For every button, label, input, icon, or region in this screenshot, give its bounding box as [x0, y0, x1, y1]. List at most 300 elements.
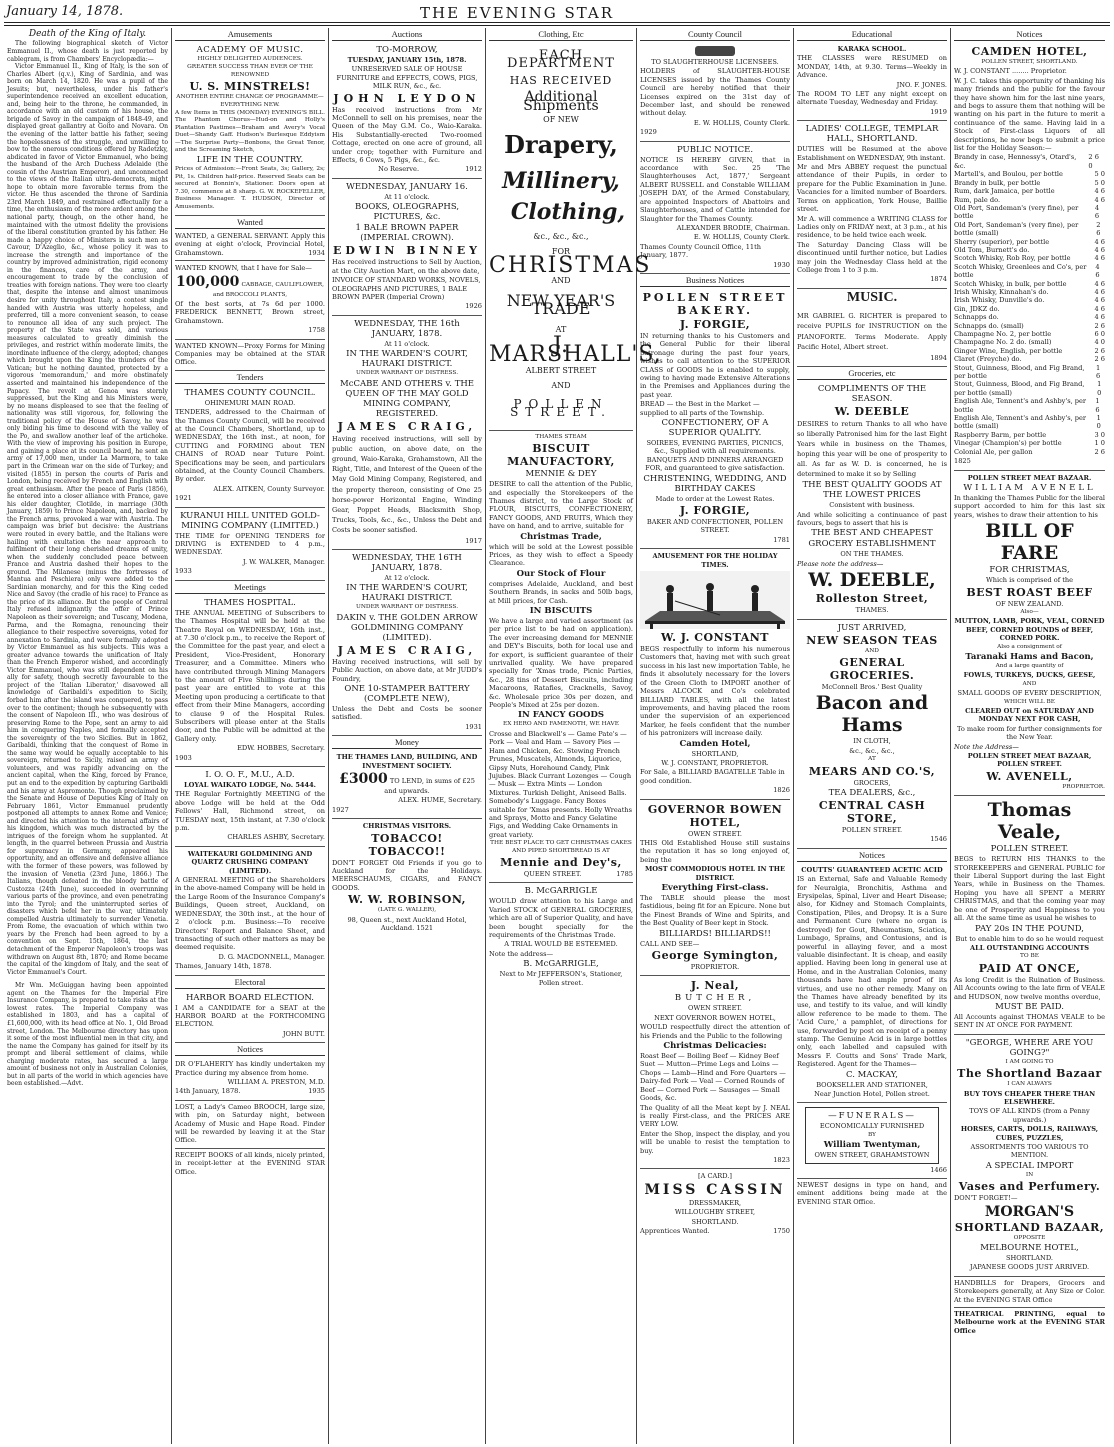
price-item: Champagne No. 2 do. (small) — [954, 338, 1052, 347]
ad-line: IN — [1025, 1171, 1034, 1178]
price-row — [954, 170, 1105, 178]
ad-line: FOWLS, TURKEYS, DUCKS, GEESE, — [963, 671, 1096, 680]
ad-line: IN THE WARDEN'S COURT, HAURAKI DISTRICT. — [346, 349, 468, 370]
ad-number: 1874 — [930, 275, 947, 284]
price-item: Scotch Whisky, in bulk, per bottle — [954, 279, 1067, 288]
price-item: Martell's, and Boulou, per bottle — [954, 170, 1063, 179]
ad-headline: WILLIAM AVENELL — [963, 482, 1096, 493]
ad-number: 1521 — [416, 924, 434, 933]
ad-number: 1758 — [308, 326, 325, 335]
ad-body: BEGS to RETURN HIS THANKS to the STOREKEEPERS and GENERAL PUBLIC for their Liberal Support during the last Eight Years, while in Business on the Thames. Hoping you have all SPENT a MERRY CHRISTMAS, and that the coming year may be one of Prosperity and Happiness to you all. At the same time as usual he wishes to — [954, 855, 1105, 923]
ad-line: SHORTLAND, — [691, 749, 739, 758]
ad-number: 1931 — [465, 722, 482, 731]
price-value: 4 6 — [1094, 304, 1105, 313]
ad-line: CHRISTMAS VISITORS. — [362, 822, 452, 831]
section-head-auctions: Auctions — [332, 29, 482, 41]
ad-line: OWEN STREET. — [688, 829, 742, 838]
price-value: 2 6 0 — [1088, 153, 1099, 170]
ad-line: LIFE IN THE COUNTRY. — [196, 155, 304, 166]
price-row — [954, 305, 1105, 313]
ad-line: 98, Queen st., next Auckland Hotel, Auckland. — [347, 915, 467, 933]
ad-number: 1917 — [465, 536, 482, 545]
ad-line: THAMES. — [855, 606, 889, 615]
price-row — [954, 414, 1105, 431]
ad-line: 14th January, 1878. — [175, 1087, 241, 1096]
ad-number: 1826 — [773, 786, 790, 795]
price-item: Old Tom, Burnett's do. — [954, 245, 1030, 254]
price-row — [954, 238, 1105, 246]
price-value: 2 6 — [1094, 447, 1105, 456]
ad-headline: BILL OF FARE — [985, 520, 1074, 565]
ad-receipt-books — [175, 1149, 325, 1179]
ad-body: THIS Old Established House still sustains the reputation it has so long enjoyed of, being the — [640, 838, 790, 864]
ad-headline: BISCUIT MANUFACTORY, — [507, 442, 615, 469]
ad-line: BUY TOYS CHEAPER THERE THAN ELSEWHERE. — [963, 1089, 1096, 1106]
ad-number: 1919 — [930, 107, 947, 116]
ad-line: THE BEST PLACE TO GET CHRISTMAS CAKES AND PIPED SHORTBREAD IS AT — [490, 840, 632, 854]
ad-headline: GENERAL GROCERIES. — [829, 656, 915, 682]
section-head-business-notices: Business Notices — [640, 275, 790, 287]
ad-line: Near Junction Hotel, Pollen street. — [814, 1090, 930, 1098]
ad-line: Which is comprised of the — [985, 576, 1074, 585]
ad-body: NOTICE IS HEREBY GIVEN, that in accordance with Sec. 25 'The Slaughterhouses Act, 1877,' Sergeant ALBERT RUSSELL and Constable WILLIAM JOSEPH DAY, of the Armed Constabulary, are appointed Inspectors of Abattoirs and Slaughterhouses, and of Cattle intended for Slaughter for the Thames County. — [640, 155, 790, 223]
ad-signature: ALEX. HUME, Secretary. — [398, 796, 482, 805]
ad-headline: THAMES COUNTY COUNCIL. — [184, 387, 316, 398]
price-row — [954, 448, 1105, 456]
ad-line: At 12 o'clock. — [384, 573, 430, 582]
section-head-county-council: County Council — [640, 29, 790, 41]
ad-line: AND — [551, 275, 571, 285]
ad-body: For Sale, a BILLIARD BAGATELLE Table in good condition. — [640, 768, 785, 785]
ad-line: PROPRIETOR. — [1062, 783, 1105, 790]
ad-headline: B. McGARRIGLE — [524, 886, 598, 897]
price-row — [954, 397, 1105, 414]
ad-waitekauri-meeting — [175, 847, 325, 976]
ad-mcgarrigle — [489, 883, 633, 991]
ad-karaka-school — [797, 42, 947, 121]
ad-line: Christmas Trade, — [520, 531, 602, 542]
column-educational — [794, 28, 951, 1444]
ad-body: Roast Beef — Boiling Beef — Kidney Beef Suet — Mutton—Prime Legs and Loins — Chops — Lamb—Hind and Fore Quarters — Dairy-fed Pork — Veal — Corned Rounds of Beef — Corned Pork — Sausages — Small Goods, &c. — [640, 1052, 786, 1103]
ad-body: THEATRICAL PRINTING, equal to Melbourne work at the EVENING STAR Office — [954, 1310, 1105, 1335]
ad-line: AT — [555, 324, 567, 334]
ad-body: WANTED KNOWN, that I have for Sale— — [175, 264, 312, 273]
ad-newest-designs — [797, 1179, 947, 1209]
ad-line: UNDER WARRANT OF DISTRESS. — [355, 604, 459, 611]
ad-headline: J. FORGIE, — [679, 504, 751, 518]
ad-line: OHINEMURI MAIN ROAD. — [204, 398, 296, 407]
ad-headline: Bacon and Hams — [815, 692, 929, 737]
section-head-music: MUSIC. — [846, 289, 898, 305]
ad-line: &c., &c., &c., — [533, 232, 589, 242]
price-value: 5 0 — [1094, 178, 1105, 187]
ad-line: ACADEMY OF MUSIC. — [196, 45, 304, 55]
ad-line: At 11 o'clock. — [384, 339, 430, 348]
ad-line: OPPOSITE — [1013, 1234, 1046, 1241]
ad-headline: W. DEEBLE — [834, 405, 910, 419]
ad-line: CABBAGE, CAULIFLOWER, and BROCCOLI PLANTS, — [212, 281, 324, 298]
ad-headline: GOVERNOR BOWEN HOTEL, — [647, 802, 783, 829]
ad-headline: I. O. O. F., M.U., A.D. — [205, 770, 295, 780]
ad-line: McConnell Bros.' Best Quality — [821, 683, 923, 691]
masthead-rule — [4, 22, 1110, 26]
ad-line: IN BISCUITS — [529, 606, 593, 616]
ad-craig-auction-2 — [332, 550, 482, 736]
price-value: 2 6 — [1096, 220, 1101, 238]
ad-body: We have a large and varied assortment (as per price list to be had on application). The ever increasing demand for MENNIE and DEY's Biscuits, both for local use and for export, is sufficient guarantee of their unrivalled quality. We have prepared specially for 'Xmas trade, Picnic Parties, &c., 28 tins of Dessert Biscuits, including Macaroons, Ratafies, Cracknells, Savoy, &c. Wholesale price 30s per dozen, and People's Mixed at 25s per dozen. — [489, 617, 633, 710]
ad-line: A TRIAL WOULD BE ESTEEMED. — [504, 940, 618, 949]
ad-line: IN FANCY GOODS — [518, 710, 604, 721]
ad-headline: JOHN LEYDON — [333, 91, 481, 105]
ad-line: POLLEN STREET. — [841, 826, 903, 835]
ad-line: McCABE AND OTHERS v. THE QUEEN OF THE MAY GOLD MINING COMPANY, REGISTERED. — [339, 378, 475, 419]
ad-line: JAPANESE GOODS JUST ARRIVED. — [969, 1263, 1090, 1272]
price-row — [954, 196, 1105, 204]
price-row — [954, 263, 1105, 280]
ad-body: Having received instructions, will sell by public auction, on above date, on the ground, Waio-Karaka, Grahamstown, All the Right, Title, and Interest of the Queen of the May Gold Mining Company, Registered, and the property thereon, consisting of One 25 horse-power Horizontal Engine, Winding Gear, Poppet Heads, Blacksmith Shop, Trucks, Tools, &c., &c., Unless the Debt and Costs be sooner satisfied. — [332, 434, 482, 535]
ad-number: 1933 — [175, 567, 192, 576]
ad-line: MUST BE PAID. — [995, 1001, 1064, 1012]
ad-headline: The Shortland Bazaar — [957, 1067, 1102, 1081]
ad-body: The Quality of all the Meat kept by J. NEAL is really First-class, and the PRICES ARE VERY LOW. — [640, 1103, 790, 1129]
ad-line: "GEORGE, WHERE ARE YOU GOING?" — [965, 1037, 1094, 1058]
ad-body: which will be sold at the Lowest possible Prices, as they wish to effect a Speedy Clearance. — [489, 542, 633, 568]
price-item: Irish Whisky, Kinnahan's do. — [954, 287, 1049, 296]
ad-body: All Accounts against THOMAS VEALE to be SENT IN AT ONCE FOR PAYMENT. — [954, 1012, 1105, 1030]
article-paragraph: Victor Emmanuel II., King of Italy, is the son of Charles Albert (q.v.), King of Sardinia, and was born on March 14, 1820. He was a pupil of the Jesuits; but, nevertheless, under his father's superintendence received an excellent education, and, being heir to the throne, he commanded, in accordance with an old custom of his house, the brigade of Savoy in the campaign of 1848-49, and displayed great gallantry at Goito and Novara. On the evening of the latter battle his father, seeing the hopelessness of the struggle, and unwilling to bow to the onerous conditions offered by Radetzky, abdicated in favor of Victor Emmanuel, who being the husband of the Arch Duchess Adelaide (the cousin of the Austrian Emperor), and unconnected to the views of the Italian ultra-democrats, might hope to obtain more favorable terms from the victor. He thus ascended the throne of Sardinia 23rd March 1849, and restrained effectually for a time, the enthusiasm of the more ardent among the national party, though, on the other hand, he maintained with the utmost fidelity the provisions of the liberal constitution granted by his father. He made a happy choice of Ministers in such men as Cavour, D'Azeglio, &c., whose policy it was to increase the strength and importance of the country by improved administration, rigid economy in the finances, care of the army, and encouragement to trade by the conclusion of treaties with foreign nations. They were too clearly that, despite the intense and almost unanimous desire for unity throughout Italy, a contest single handed with Austria was utterly hopeless, and preferred, till a more convenient season, to cease to renounce all idea of any such project. The property of the State was sold, and various measures calculated to greatly diminish the privileges, and restrict within moderate limits, the inordinate influence of the clergy, adopted; changes which brought upon the King the thunders of the Vatican; but he nothing daunted, protected by a vigorous 'memorandum,' and more obstinately asserted and maintained his independence of the Papacy. The revolt at Genoa was sternly suppressed, but the King and his Ministers were, by no means displeased to see that the feeling of nationality was still vigorous, for, following the traditional policy of the House of Savoy, he was only biding his time to descend with the valley of the Po, and swallow another leaf of the artichoke. With the view of improving his position in Europe, and gaining a place at its council board, he sent an army of 17,000 men, under La Marmora, to take part in the Crimean war on the side of Turkey; and visited (1855) in person the courts of Paris and London, being received by French and English with great enthusiasm. After the peace of Paris (1856), he entered into a closer alliance with France, gave his elder daughter, Clotilde, in marriage (30th January, 1859) to Prince Napoleon, and, backed by the French arms, provoked a war with Austria. The campaign was brief but decisive: the Austrians were routed in every battle, and the Italians were hailing with exultation the near approach to fulfilment of their long cherished dreams of unity, when the suddenly concluded peace between France and Austria dashed their hopes to the ground. The Milanese (minus the fortresses of Mantua and Peschiera) only were added to the Sardinian monarchy, and for this the King ceded Nice and Savoy (the cradle of his race) to France as the price of its alliance. But the people of Central Italy refused indignantly the offer of Prince Napoleon as their sovereign; and Tuscany, Modena, Parma, and the Romagna, renouncing their allegiance to their respective sovereigns, voted for annexation to Sardinia, and were formally adopted by Victor Emmanuel as his subjects. This was a greater advance towards the unification of Italy than the French Emperor wished, and accordingly Victor Emmanuel, who was still dependent on his ally for safety, though secretly favourable to the project of the 'Italian Liberator,' disavowed all knowledge of Garibaldi's expedition to Sicily, forbad him after the island was conquered, to pass over to the continent; though he subsequently with the consent of Napoleon III., who was desirous of preserving Rome to the Pope, sent an army to aid him in conquering Naples, and formally accepted the sovereignty of the two Sicilies. But in 1862, Garibaldi, thinking that the conquest of Rome in the same way would be equally acceptable to his sovereign, returned to Sicily, raised an army of volunteers, and was rapidly advancing on the ancient capital, when the King, forced by France, put an end to the expedition by capturing Garibaldi and his army at Aspromonte. Though proclaimed by the Senate and House of Deputies King of Italy on February 1861, Victor Emmanuel prudently postponed all attempts to annex Rome and Venice; and directed his attention to the internal affairs of his kingdom, which was much distracted by the intrigues of the foreign whom he supplanted. At length, in the quarrel between Prussia and Austria for supremacy in Germany, appeared his opportunity, and an offensive and defensive alliance with the former of these powers, was followed by the invasion of Venetia (23rd June, 1866.) The Italians, though defeated in the bloody battle of Custozza (24th June), succeeded in overrunning various parts of the province, and even penetrating into the Tyrol; and the uninterrupted series of disasters which befel her in the war, ultimately compelled Austria ultimately to surrender Venetia. From Rome, the evacuation of which within two years by the French had been agreed to by a convention on Sept. 15th, 1864, the last detachment of the Emperor Napoleon's troops was withdrawn on August 8th, 1870; and Rome became the capital of the kingdom of Italy, and the seat of Victor Emmanuel's Court. — [7, 63, 168, 976]
ad-headline: GROCERY ESTABLISHMENT — [808, 539, 936, 550]
ad-headline: J. MARSHALL'S, — [489, 333, 662, 367]
ad-headline: J. FORGIE, — [679, 317, 751, 331]
ad-line: OWEN STREET, GRAHAMSTOWN — [814, 1151, 930, 1160]
ad-number: 1935 — [308, 1087, 325, 1096]
ad-headline: £3000 — [339, 771, 388, 788]
price-row — [954, 313, 1105, 321]
ad-body: And while soliciting a continuance of past favours, begs to assert that his is — [797, 510, 947, 527]
ad-body: THE Regular Fortnightly MEETING of the above Lodge will be held at the Odd Fellows' Hall, Richmond street, on TUESDAY next, 15th instant, at 7.30 o'clock p.m. — [175, 790, 325, 833]
ad-line: A SPECIAL IMPORT — [985, 1160, 1074, 1171]
section-head-meetings: Meetings — [175, 582, 325, 594]
ad-number: 1781 — [773, 535, 790, 544]
section-head-notices-2: Notices — [797, 850, 947, 862]
ad-headline: MISS CASSIN — [644, 1181, 786, 1198]
price-item: Stout, Guinness, Blood, and Fig Brand, per bottle (small) — [954, 380, 1085, 397]
price-value: 4 0 — [1094, 338, 1105, 347]
ad-line: To make room for further consignments for the New Year. — [956, 724, 1103, 742]
price-item: Old Port, Sandeman's (very fine), per bottle — [954, 203, 1079, 221]
column-county-council — [637, 28, 794, 1444]
ad-line: EX HERO AND FAMENOTH, WE HAVE — [503, 721, 619, 728]
price-item: Ginger Wine, English, per bottle — [954, 346, 1063, 355]
article-paragraph: Mr Wm. McGuiggan having been appointed agent on the Thames for the Imperial Fire Insurance Company, is prepared to take risks at the lowest rates. The Imperial Company was established in 1803, and has a capital of £1,600,000, with its head office at No. 1, Old Broad street, London. The Melbourne directory has upon it some of the most influential men in that city, and the name the Company has gained for itself by its prompt and liberal settlement of claims, while charging moderate rates, has secured a large amount of business not only in Australian Colonies, but in all parts of the world in which agencies have been established.—Advt. — [7, 982, 168, 1088]
ad-body: DR O'FLAHERTY has kindly undertaken my Practice during my absence from home. — [175, 1060, 325, 1077]
ad-line: Thames County Council Office, 11th January, 1877. — [640, 242, 761, 260]
ad-headline: George Symington, — [651, 949, 779, 963]
price-item: Gin, JDKZ do. — [954, 304, 1000, 313]
ad-number: 1823 — [773, 1155, 790, 1164]
billiard-table-illustration — [640, 571, 790, 629]
ad-headline: Mennie and Dey's, — [500, 855, 622, 869]
ad-line: Also a consignment of — [997, 643, 1062, 650]
ad-body: Has received instructions to Sell by Auction, at the City Auction Mart, on the above date, — [332, 258, 482, 275]
price-value: 4 6 — [1094, 195, 1105, 204]
ad-music-richter — [797, 308, 947, 367]
ad-line: PROPRIETOR. — [690, 963, 740, 972]
ad-thomas-veale — [954, 796, 1105, 1035]
price-item: Rum, pale do. — [954, 195, 1001, 204]
ad-signature: ALEXANDER BRODIE, Chairman. — [676, 223, 790, 232]
price-value: 1 0 — [1094, 439, 1105, 448]
ad-line: W. J. CONSTANT ........ Proprietor. — [954, 67, 1067, 76]
ad-kuranui-tender — [175, 508, 325, 581]
ad-headline: Millinery, — [502, 168, 620, 195]
price-row — [954, 280, 1105, 288]
price-item: Claret (Freyche) do. — [954, 355, 1022, 364]
ad-camden-hotel — [954, 42, 1105, 471]
ad-line: POLLEN STREET MEAT BAZAAR, POLLEN STREET. — [967, 752, 1092, 769]
ad-headline: C. MACKAY, — [846, 1069, 898, 1080]
ad-headline: LADIES' COLLEGE, TEMPLAR HALL, SHORTLAND. — [805, 124, 939, 145]
price-row — [954, 380, 1105, 397]
ad-line: ALBERT STREET — [525, 366, 597, 376]
ad-line: SHORTLAND. — [1006, 1254, 1053, 1263]
ad-line: TOYS OF ALL KINDS (from a Penny upwards.) — [969, 1107, 1090, 1124]
ad-body: INVOICE OF STANDARD WORKS, NOVELS, OLEOGRAPHS AND PICTURES, 1 BALE BROWN PAPER (Imperial Crown) — [332, 276, 481, 301]
ad-headline: W. DEEBLE, — [808, 569, 936, 592]
ad-line: Camden Hotel, — [679, 738, 751, 749]
ad-line: BOOKSELLER AND STATIONER, — [816, 1080, 928, 1089]
ad-body: BEGS respectfully to inform his numerous Customers that, having met with such great success in his last new importation Table, he finds it absolutely necessary for the lovers of the Green Cloth to IMPORT another of Messrs ALCOCK and Co's celebrated BILLIARD TABLES, with all the latest improvements, and having placed the room under the supervision of an experienced Marker, he feels confident that the number of his patronizers will increase daily. — [640, 645, 790, 738]
ad-line: ANOTHER ENTIRE CHANGE OF PROGRAMME—EVERYTHING NEW. — [176, 94, 324, 108]
issue-date: January 14, 1878. — [6, 4, 124, 19]
ad-wanted-plants — [175, 261, 325, 339]
price-row — [954, 288, 1105, 296]
price-row — [954, 179, 1105, 187]
ad-line: MELBOURNE HOTEL, — [980, 1243, 1079, 1254]
ad-line: Additional Shipments — [523, 89, 599, 114]
column-amusements — [172, 28, 329, 1444]
ad-line: TEA DEALERS, &c., — [828, 788, 916, 799]
ad-body: DUTIES will be Resumed at the above Establishment on WEDNESDAY, 9th instant. — [797, 145, 947, 162]
ad-line: OF NEW ZEALAND. — [995, 599, 1064, 608]
ad-headline: Rolleston Street, — [815, 592, 929, 606]
ad-number: 1921 — [175, 494, 192, 503]
section-head-clothing: Clothing, Etc — [489, 29, 633, 41]
price-value: 2 6 — [1094, 346, 1105, 355]
ad-line: HORSES, CARTS, DOLLS, RAILWAYS, CUBES, PUZZLES, — [960, 1125, 1099, 1142]
price-row — [954, 364, 1105, 381]
ad-number: 1785 — [616, 869, 633, 878]
price-item: English Ale, Tennent's and Ashby's, per bottle (small) — [954, 414, 1087, 431]
ad-number: 1546 — [930, 835, 947, 844]
section-head-money: Money — [332, 737, 482, 749]
price-item: Scotch Whisky, Rob Roy, per bottle — [954, 254, 1071, 263]
ad-craig-auction-1 — [332, 316, 482, 550]
ad-body: As long Credit is the Ruination of Business. All Accounts owing to the late firm of VEALE and HUDSON, now twelve months overdue, — [954, 975, 1105, 1001]
price-value: 4 6 — [1095, 262, 1100, 280]
ad-line: [A CARD.] — [698, 1172, 732, 1181]
ad-signature: EDW. HOBBES, Secretary. — [237, 744, 325, 753]
price-row — [954, 347, 1105, 355]
ad-headline: CENTRAL CASH STORE, — [818, 799, 926, 826]
liquor-price-list — [954, 153, 1105, 456]
ad-line: I CAN ALWAYS — [1007, 1081, 1052, 1088]
ad-body: IN returning thanks to his Customers and the General Public for their liberal patronage during the past four years, wishes to call attention to the SUPERIOR CLASS of GOODS he is enabled to supply, owing to having made Extensive Alterations in the Premises and Appliances during the past year. — [640, 331, 790, 399]
ad-body: A GENERAL MEETING of the Shareholders in the above-named Company will be held in the Large Room of the Insurance Company's Buildings, Queen street, Auckland, on WEDNESDAY, the 30th inst., at the hour of 2 o'clock p.m. Business:—To receive Directors' Report and Balance Sheet, and transacting of such other matters as may be deemed requisite. — [175, 876, 325, 952]
ad-tobacco — [332, 819, 482, 936]
ad-line: DRESSMAKER, — [688, 1198, 742, 1207]
ad-headline: TOBACCO! TOBACCO!! — [368, 831, 446, 858]
ad-theatrical-printing — [954, 1308, 1105, 1338]
ad-body: A few Items in THIS (MONDAY) EVENING'S BILL. The Phantom Chorus—Hud-on and Holly's Plantation Pastimes—Braham and Avery's Vocal Duet—Shandy Gaff. Hudson's Burlesque Eddyism—The Surprise Party—Bonbons, the Great Tenor, and the Screaming Sketch, — [175, 110, 325, 154]
ad-line: NEXT GOVERNOR BOWEN HOTEL, — [654, 1013, 776, 1022]
ad-body: HANDBILLS for Drapers, Grocers and Storekeepers generally, at Any Size or Color. At the EVENING STAR Office — [954, 1278, 1105, 1304]
ad-line: WHICH WILL BE — [1004, 698, 1055, 705]
section-head-notices-3: Notices — [954, 29, 1105, 41]
ad-body: Has received instructions from Mr McConnell to sell on his premises, near the Queen of the May G.M. Co., Waio-Karaka. His Substantially-erected Two-roomed Cottage, erected on one acre of ground, all under crop; together with Furniture and Effects, 6 Cows, 5 Pigs, &c., &c. — [332, 105, 482, 165]
ad-body: Enter the Shop, inspect the display, and you will be unable to resist the temptation to buy. — [640, 1129, 790, 1155]
price-value: 6 0 — [1094, 330, 1105, 338]
ad-line: MOST COMMODIOUS HOTEL IN THE DISTRICT. — [644, 865, 786, 882]
ad-line: HIGHLY DELIGHTED AUDIENCES. — [197, 56, 303, 62]
ad-signature: E. W. HOLLIS, County Clerk. — [693, 118, 790, 127]
price-value: 4 6 — [1094, 296, 1105, 305]
price-row — [954, 296, 1105, 304]
ad-land-society — [332, 750, 482, 819]
section-head-educational: Educational — [797, 29, 947, 41]
ad-line: Please note the address— — [797, 559, 884, 568]
ad-wanted-proxy — [175, 340, 325, 371]
ad-body: MR GABRIEL G. RICHTER is prepared to receive PUPILS for INSTRUCTION on the PIANOFORTE. Terms Moderate. Apply Pacific Hotel, Albert street. — [797, 311, 947, 352]
ad-line: AND — [551, 380, 571, 390]
ad-headline: PUBLIC NOTICE. — [676, 144, 754, 155]
ad-body: WOULD draw attention to his Large and Varied STOCK of GENERAL GROCERIES, which are all of Superior Quality, and have been bought specially for the requirements of the Christmas Trade. — [489, 897, 633, 939]
price-row — [954, 431, 1105, 439]
ad-line: AT — [868, 756, 876, 763]
ad-line: ALL OUTSTANDING ACCOUNTS — [969, 943, 1090, 952]
ad-body: Mr and Mrs ABBEY request the punctual attendance of their Pupils, in order to prepare for the Public Examination in June. Vacancies for a limited number of Boarders. Terms on application, York House, Baillie street. — [797, 163, 947, 214]
ad-body: Prices of Admission:—Front Seats, 3s; Gallery, 2s; Pit, 1s. Children half-price. Reserved Seats can be secured at Bonnin's, Stationer. Doors open at 7.30, commence at 8 sharp. G. W. ROCKEFELLER, Business Manager. T. HUDSON, Director of Amusements. — [175, 166, 325, 210]
ad-line: ON THE THAMES. — [840, 550, 904, 559]
ad-line: THAMES STEAM — [535, 433, 587, 440]
ad-line: EACH DEPARTMENT — [507, 48, 615, 72]
price-value: 4 6 — [1094, 287, 1105, 296]
price-item: Champagne No. 2, per bottle — [954, 330, 1052, 338]
ad-line: Made to order at the Lowest Rates. — [655, 494, 775, 503]
price-row — [954, 355, 1105, 363]
price-item: Stout, Guinness, Blood, and Fig Brand, per bottle — [954, 363, 1085, 381]
ad-number: 1930 — [773, 260, 790, 269]
ad-line: OWEN STREET. — [688, 1004, 742, 1013]
ad-lost-brooch — [175, 1101, 325, 1149]
ad-headline: Taranaki Hams and Bacon, — [965, 651, 1094, 662]
price-value: 5 0 — [1094, 170, 1105, 179]
ad-line: I AM GOING TO — [1005, 1058, 1054, 1065]
ad-headline: POLLEN STREET MEAT BAZAAR. — [967, 473, 1092, 482]
price-row — [954, 153, 1105, 170]
ad-body: WANTED, a GENERAL SERVANT. Apply this evening at eight o'clock, Provincial Hotel, Grahamstown. — [175, 231, 325, 257]
price-value: 4 6 — [1094, 254, 1105, 263]
section-head-wanted: Wanted — [175, 217, 325, 229]
ad-headline: Clothing, — [510, 199, 625, 226]
ad-neal-butcher — [640, 976, 790, 1169]
ad-headline: NEW YEAR'S TRADE — [506, 291, 616, 319]
billiard-table-icon — [640, 571, 790, 629]
page-columns — [4, 28, 1110, 1444]
ad-number: 1926 — [465, 302, 482, 311]
price-item: Raspberry Barm, per bottle — [954, 430, 1047, 439]
ad-line: No Reserve. — [378, 165, 420, 174]
ad-body: In thanking the Thames Public for the liberal support accorded to him for this last six years, wishes to draw their attention to his — [954, 493, 1105, 519]
ad-line: BOOKS, OLEOGRAPHS, PICTURES, &c. — [354, 202, 460, 223]
ad-body: Mr A. will commence a WRITING CLASS for Ladies only on FRIDAY next, at 3 p.m., at his residence, to be held twice each week. — [797, 214, 947, 240]
ad-academy-of-music — [175, 42, 325, 216]
ad-line: LOYAL WAIKATO LODGE, No. 5444. — [184, 781, 316, 789]
ad-waikato-lodge — [175, 767, 325, 847]
ad-governor-bowen — [640, 800, 790, 977]
ad-line: Next to Mr JEFFERSON's, Stationer, Pollen street. — [499, 970, 623, 987]
price-value: 1 0 — [1096, 414, 1101, 431]
ad-signature: J. W. WALKER, Manager. — [242, 557, 325, 566]
ad-headline: U. S. MINSTRELS! — [189, 80, 311, 94]
ad-headline: COUTTS' GUARANTEED ACETIC ACID — [801, 865, 943, 874]
price-item: Sherry (superior), per bottle — [954, 237, 1050, 246]
price-row — [954, 322, 1105, 330]
newspaper-title: THE EVENING STAR — [420, 4, 615, 22]
section-head-notices: Notices — [175, 1044, 325, 1056]
ad-deeble-grocery — [797, 381, 947, 619]
ad-body: Having received instructions, will sell by Public Auction, on above date, at Mr JUDD's Foundry, — [332, 657, 482, 683]
ad-line: BY — [868, 1131, 876, 1138]
article-body — [7, 40, 168, 1087]
ad-body: WANTED KNOWN—Proxy Forms for Mining Companies may be obtained at the STAR Office. — [175, 341, 325, 367]
price-value: 1 6 — [1095, 397, 1100, 414]
price-row — [954, 439, 1105, 447]
ad-handbills — [954, 1277, 1105, 1308]
ad-line: OF NEW — [543, 115, 579, 125]
ad-line: Note the Address— — [954, 742, 1019, 751]
ad-body: BREAD — the Best in the Market — supplied to all parts of the Township. — [640, 400, 765, 417]
ad-headline: SHORTLAND BAZAAR, — [954, 1220, 1105, 1234]
ad-miss-cassin — [640, 1169, 790, 1239]
ad-line: BUTCHER, — [674, 993, 756, 1004]
ad-line: THE BEST AND CHEAPEST — [811, 528, 933, 539]
price-value: 1 0 — [1097, 380, 1102, 397]
ad-headline: CHRISTMAS — [489, 253, 652, 279]
ad-line: QUEEN STREET. — [523, 869, 582, 878]
ad-headline: POLLEN STREET BAKERY. — [642, 290, 788, 317]
ad-line: FOR — [551, 246, 571, 256]
price-value: 4 6 — [1094, 279, 1105, 288]
ad-headline: KARAKA SCHOOL. — [837, 45, 907, 53]
ad-line: FOR CHRISTMAS, — [989, 565, 1070, 576]
ad-mennie-dey — [489, 431, 633, 884]
ad-signature: E. W. HOLLIS, County Clerk. — [693, 233, 790, 242]
ad-number: 1929 — [640, 128, 657, 137]
ad-line: W. J. CONSTANT, PROPRIETOR. — [661, 758, 769, 767]
ad-line: TO-MORROW, — [376, 45, 438, 55]
ad-line: GROCERS, — [853, 778, 891, 787]
ad-line: THE BEST QUALITY GOODS AT THE LOWEST PRICES — [802, 480, 942, 501]
price-item: Scotch Whisky, Greenlees and Co's, per bottle — [954, 262, 1087, 280]
funeral-border — [805, 1107, 939, 1163]
ad-signature: WILLIAM A. PRESTON, M.D. — [227, 1077, 325, 1086]
ad-line: &c., &c., &c., — [849, 746, 895, 755]
ad-line: DAKIN v. THE GOLDEN ARROW GOLDMINING COMPANY (LIMITED). — [336, 612, 478, 643]
ad-signature: D. G. MACDONNELL, Manager. — [218, 952, 325, 961]
ad-line: TUESDAY, JANUARY 15th, 1878. — [347, 56, 467, 64]
ad-headline: MEARS AND CO.'S, — [808, 764, 936, 778]
